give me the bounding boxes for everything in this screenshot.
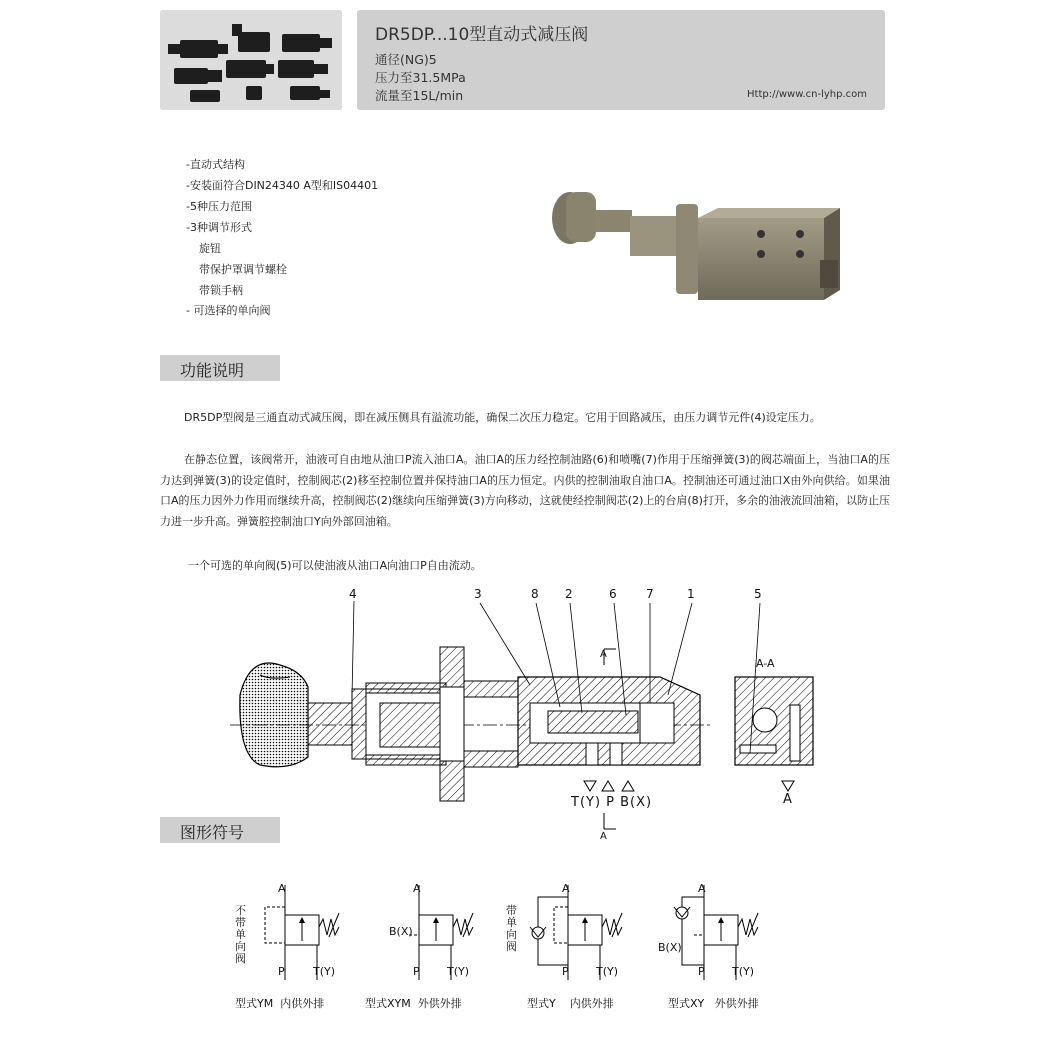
valve-photo (548, 180, 848, 300)
port-a: A (698, 882, 706, 895)
feature-subitem: 旋钮 (199, 242, 221, 255)
callout-4: 4 (349, 587, 357, 601)
symbol-xy (652, 882, 782, 985)
callout-2: 2 (565, 587, 573, 601)
product-family-photo (160, 10, 342, 110)
feature-item: -安装面符合DIN24340 A型和IS04401 (186, 179, 379, 192)
port-labels: T(Y) P B(X) (571, 795, 653, 810)
description-paragraph: 一个可选的单向阀(5)可以使油液从油口A向油口P自由流动。 (188, 559, 482, 572)
callout-5: 5 (754, 587, 762, 601)
description-paragraph: 在静态位置，该阀常开，油液可自由地从油口P流入油口A。油口A的压力经控制油路(6)和喷嘴(7)作用于压缩弹簧(3)的阀芯端面上，当油口A的压力达到弹簧(3)的设定值时，控制阀芯(2)移至控制位置并保持油口A的压力恒定。内供的控制油取自油口A。控制油还可通过油口X由外向供给。如果油口A的压力因外力作用而继续升高，控制阀芯(2)继续向压缩弹簧(3)方向移动，这就使经控制阀芯(2)上的台肩(8)打开，多余的油液流回油箱，以防止压力进一步升高。弹簧腔控制油口Y向外部回油箱。 (160, 453, 890, 528)
port-a-label: A (783, 792, 792, 807)
section-mark-top: A (600, 649, 607, 660)
port-a: A (413, 882, 421, 895)
side-label: 不带单向阀 (235, 904, 246, 965)
feature-subitem: 带保护罩调节螺栓 (199, 263, 287, 276)
port-t: T(Y) (313, 965, 336, 978)
feature-item: -3种调节形式 (186, 221, 252, 234)
callout-6: 6 (609, 587, 617, 601)
website-link[interactable]: Http://www.cn-lyhp.com (747, 89, 867, 100)
symbol-caption: 型式XYM 外供外排 (365, 997, 462, 1010)
symbol-caption: 型式YM 内供外排 (235, 997, 325, 1010)
spec-size: 通径(NG)5 (375, 52, 437, 67)
port-a: A (278, 882, 286, 895)
port-t: T(Y) (596, 965, 619, 978)
spec-pressure: 压力至31.5MPa (375, 70, 466, 85)
port-t: T(Y) (732, 965, 755, 978)
feature-subitem: 带锁手柄 (199, 284, 243, 297)
port-a: A (562, 882, 570, 895)
description-paragraph: DR5DP型阀是三通直动式减压阀，即在减压侧具有溢流功能，确保二次压力稳定。它用于回路减压，由压力调节元件(4)设定压力。 (184, 411, 821, 424)
port-p: P (278, 965, 285, 978)
callout-1: 1 (687, 587, 695, 601)
callout-7: 7 (646, 587, 654, 601)
symbol-caption: 型式XY 外供外排 (668, 997, 759, 1010)
spec-flow: 流量至15L/min (375, 88, 464, 103)
feature-item: -5种压力范围 (186, 200, 252, 213)
port-p: P (698, 965, 705, 978)
section-mark-bottom: A (600, 831, 607, 842)
side-label: 带单向阀 (506, 904, 517, 953)
section-header-symbols: 图形符号 (160, 817, 280, 843)
feature-item: - 可选择的单向阀 (186, 304, 271, 317)
port-b: B(X) (658, 941, 682, 954)
section-view-label: A-A (756, 657, 775, 670)
symbol-caption: 型式Y 内供外排 (527, 997, 614, 1010)
port-t: T(Y) (447, 965, 470, 978)
port-p: P (562, 965, 569, 978)
symbol-xym (385, 882, 505, 985)
port-p: P (413, 965, 420, 978)
callout-3: 3 (474, 587, 482, 601)
page-title: DR5DP...10型直动式减压阀 (375, 25, 589, 45)
symbol-y (506, 882, 636, 985)
header-banner (357, 10, 885, 110)
sectional-drawing (230, 585, 840, 845)
section-header-function: 功能说明 (160, 355, 280, 381)
port-b: B(X) (389, 925, 413, 938)
symbol-ym (235, 882, 355, 985)
feature-item: -直动式结构 (186, 158, 245, 171)
callout-8: 8 (531, 587, 539, 601)
